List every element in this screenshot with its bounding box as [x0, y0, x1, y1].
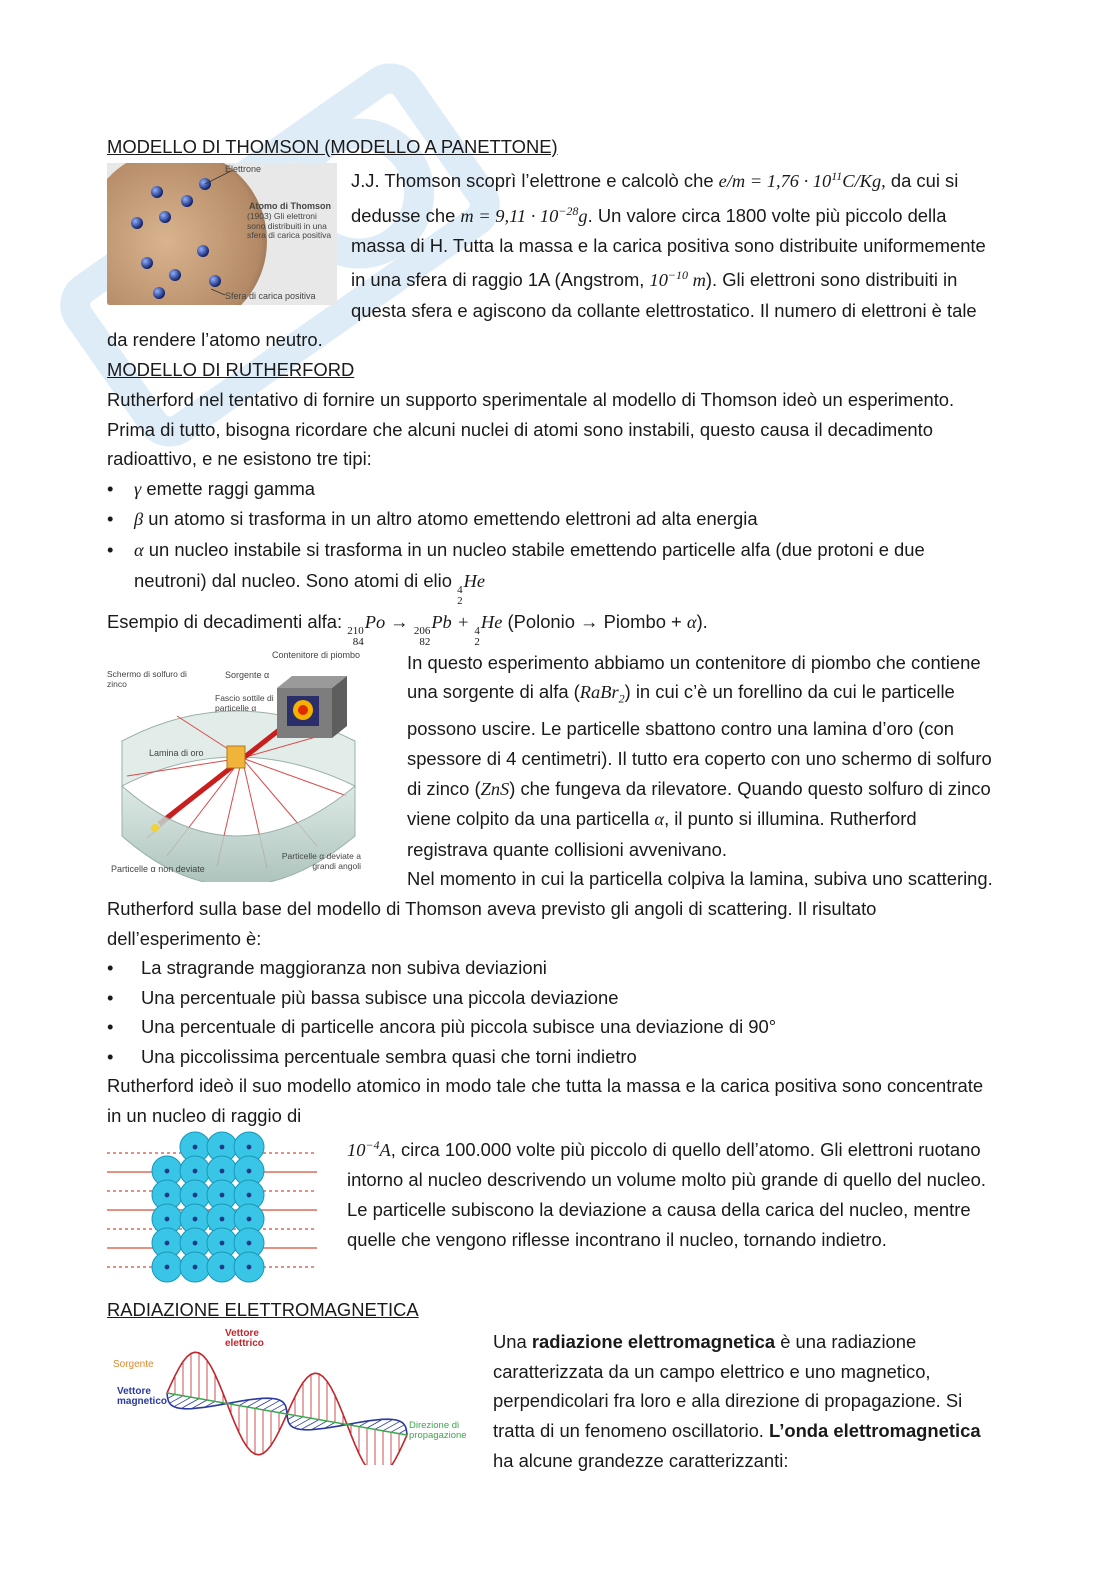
em-wave-figure: [107, 1325, 475, 1474]
nucleus-dot: [193, 1264, 198, 1269]
gold-foil-experiment-image: [107, 646, 363, 882]
nucleus-dot: [247, 1264, 252, 1269]
bold-term: radiazione elettromagnetica: [531, 1331, 776, 1353]
nuclei-scattering-image: [107, 1127, 317, 1287]
nucleus-dot: [193, 1168, 198, 1173]
atomic-number: 2: [474, 635, 480, 648]
section-heading-thomson: MODELLO DI THOMSON (MODELLO A PANETTONE): [107, 136, 558, 157]
alpha-symbol: α: [134, 539, 144, 560]
math-exponent: −4: [365, 1137, 380, 1152]
text: In questo esperimento abbiamo un contenitore di piombo che contiene una sorgente di alfa (: [407, 651, 981, 703]
text: Una: [493, 1331, 532, 1353]
label-source: Sorgente α: [225, 669, 270, 680]
beta-symbol: β: [134, 509, 144, 530]
nucleus-dot: [220, 1264, 225, 1269]
lead-nuclide: [414, 608, 452, 648]
nucleus-dot: [247, 1168, 252, 1173]
text: ) che fungeva da rilevatore. Quando questo solfuro di zinco viene colpito da una particella: [407, 777, 991, 830]
magnetic-field-vector: [255, 1399, 273, 1409]
text: , il punto si illumina. Rutherford registrava quante collisioni avvenivano.: [407, 808, 917, 860]
nucleus-dot: [165, 1264, 170, 1269]
list-item: [107, 474, 1002, 505]
mass-number: 206: [413, 624, 431, 637]
list-item: • Una piccolissima percentuale sembra quasi che torni indietro: [107, 1042, 1002, 1072]
list-item: [107, 535, 1002, 607]
text: Rutherford ideò il suo modello atomico in modo tale che tutta la massa e la carica positiva sono concentrate in un nucleo di raggio di: [107, 1075, 984, 1127]
label-electron: Elettrone: [225, 164, 262, 174]
math-nucleus-radius: 10: [347, 1139, 366, 1160]
text: ha alcune grandezze caratterizzanti:: [493, 1449, 789, 1471]
model-paragraph-intro: [107, 1071, 1002, 1130]
thomson-atom-image: [107, 163, 337, 305]
magnetic-field-vector: [301, 1420, 319, 1430]
nucleus-dot: [247, 1216, 252, 1221]
section-heading-rutherford: MODELLO DI RUTHERFORD: [107, 358, 355, 380]
helium-nuclide: [457, 567, 485, 607]
text: , circa 100.000 volte più piccolo di quello dell’atomo. Gli elettroni ruotano intorno al nucleo descrivendo un volume molto più grande di quello del nucleo.: [347, 1138, 986, 1191]
nucleus-dot: [193, 1240, 198, 1245]
label-thomson-caption: (1903) Gli elettroni sono distribuiti in una sfera di carica positiva: [247, 212, 332, 240]
arrow-icon: →: [390, 610, 409, 632]
magnetic-field-vector: [375, 1420, 393, 1430]
math-exponent: −28: [558, 203, 579, 218]
math-exponent: −10: [667, 268, 688, 283]
math-exponent: 11: [831, 169, 843, 183]
list-item: [107, 504, 1002, 535]
math-angstrom: 10: [649, 270, 668, 291]
mass-number: 4: [474, 624, 480, 637]
text: un nucleo instabile si trasforma in un nucleo stabile emettendo particelle alfa (due protoni e due neutroni) dal nucleo. Sono atomi di elio: [134, 538, 925, 591]
math-zns: ZnS: [480, 778, 510, 799]
alpha-symbol: α: [686, 611, 697, 632]
nucleus-figure: [107, 1127, 317, 1296]
label-deviated-particles: Particelle α deviate a grandi angoli: [281, 851, 361, 870]
magnetic-field-vector: [399, 1430, 406, 1434]
label-source: Sorgente: [113, 1359, 154, 1371]
math-e-over-m: e/m = 1,76 · 10: [718, 171, 832, 192]
magnetic-field-vector: [294, 1418, 311, 1428]
label-zinc-screen: Schermo di solfuro di zinco: [107, 669, 187, 688]
math-unit: m: [688, 270, 706, 291]
math-rabr: RaBr: [579, 682, 619, 703]
positive-sphere: [107, 163, 267, 305]
text: . Un valore circa 1800 volte più piccolo della massa di H. Tutta la massa e la carica positiva sono distribuite uniformemente in una sfera di raggio 1A (Angstrom,: [351, 204, 986, 291]
label-undeviated-particles: Particelle α non deviate: [111, 863, 205, 874]
text: emette raggi gamma: [141, 477, 316, 499]
thomson-figure: [107, 163, 337, 314]
nucleus-dot: [220, 1144, 225, 1149]
element-symbol: He: [463, 570, 486, 591]
list-item: • Una percentuale di particelle ancora più piccola subisce una deviazione di 90°: [107, 1012, 1002, 1042]
propagation-axis: [167, 1393, 407, 1435]
label-positive-sphere: Sfera di carica positiva: [225, 291, 316, 301]
text: ). Gli elettroni sono distribuiti in questa sfera e agiscono da collante elettrostatico. Il numero di elettroni è tale da rendere l’atomo neutro.: [107, 269, 977, 351]
nucleus-dot: [220, 1216, 225, 1221]
label-alpha-beam: Fascio sottile di particelle α: [215, 693, 274, 712]
text: Esempio di decadimenti alfa:: [107, 610, 348, 632]
element-symbol: Pb: [431, 611, 452, 632]
results-list: [107, 953, 1002, 1071]
text: (Polonio: [502, 610, 581, 632]
section-heading-em-radiation: RADIAZIONE ELETTROMAGNETICA: [107, 1299, 419, 1321]
magnetic-field-vector: [391, 1425, 404, 1432]
arrow-icon: →: [580, 610, 599, 632]
nucleus-dot: [247, 1192, 252, 1197]
document-page: [107, 132, 1002, 1475]
magnetic-field-vector: [288, 1416, 295, 1420]
magnetic-field-vector: [290, 1417, 303, 1424]
nuclei-grid: [107, 1132, 317, 1282]
text: è una radiazione caratterizzata da un campo elettrico e uno magnetico, perpendicolari fra loro e alla direzione di propagazione. Si tratta di un fenomeno oscillatorio.: [493, 1331, 963, 1442]
atomic-number: 82: [419, 635, 431, 648]
nucleus-dot: [165, 1240, 170, 1245]
label-electric-vector: Vettore elettrico: [225, 1329, 264, 1350]
magnetic-field-vector: [263, 1401, 280, 1411]
text: J.J. Thomson scoprì l’elettrone e calcolò che: [351, 170, 719, 192]
rutherford-intro: Rutherford nel tentativo di fornire un supporto sperimentale al modello di Thomson ideò un esperimento. Prima di tutto, bisogna ricordare che alcuni nuclei di atomi sono instabili, questo causa il decadimento radioattivo, e ne esistono tre tipi:: [107, 388, 955, 470]
math-unit: C/Kg,: [842, 171, 886, 192]
text: da cui si dedusse che: [351, 170, 959, 226]
label-thomson-atom: Atomo di Thomson: [249, 201, 331, 211]
nucleus-dot: [220, 1168, 225, 1173]
atomic-number: 84: [352, 635, 364, 648]
gamma-symbol: γ: [134, 478, 142, 499]
atomic-number: 2: [457, 594, 463, 607]
nucleus-dot: [220, 1240, 225, 1245]
list-item: • La stragrande maggioranza non subiva deviazioni: [107, 953, 1002, 983]
mass-number: 210: [347, 624, 364, 637]
text: ).: [696, 610, 708, 632]
math-unit: g: [578, 205, 588, 226]
nucleus-dot: [220, 1192, 225, 1197]
math-electron-mass: m = 9,11 · 10: [460, 205, 559, 226]
nucleus-dot: [165, 1168, 170, 1173]
text: ) in cui c’è un forellino da cui le particelle possono uscire. Le particelle sbattono contro una lamina d’oro (con spessore di 4 centimetri). Il tutto era coperto con uno schermo di solfuro di zinco (: [407, 681, 992, 799]
label-propagation-direction: Direzione di propagazione: [409, 1421, 467, 1442]
label-gold-foil: Lamina di oro: [149, 747, 204, 758]
nucleus-dot: [165, 1216, 170, 1221]
element-symbol: He: [480, 611, 503, 632]
polonium-nuclide: [347, 608, 385, 648]
helium-nuclide: [474, 608, 502, 648]
nucleus-dot: [193, 1144, 198, 1149]
element-symbol: Po: [364, 611, 386, 632]
list-item: • Una percentuale più bassa subisce una piccola deviazione: [107, 983, 1002, 1013]
text: Piombo +: [598, 610, 687, 632]
label-lead-container: Contenitore di piombo: [272, 649, 361, 660]
nucleus-dot: [193, 1192, 198, 1197]
text: un atomo si trasforma in un altro atomo emettendo elettroni ad alta energia: [143, 508, 758, 530]
bold-term: L’onda elettromagnetica: [769, 1420, 981, 1442]
magnetic-field-vector: [271, 1404, 284, 1411]
nucleus-dot: [247, 1144, 252, 1149]
alpha-decay-example: [107, 607, 1002, 648]
math-unit: A: [379, 1139, 391, 1160]
gold-foil: [227, 746, 245, 768]
em-wave-image: [107, 1325, 475, 1465]
nucleus-dot: [193, 1216, 198, 1221]
nucleus-dot: [247, 1240, 252, 1245]
nucleus-dot: [165, 1192, 170, 1197]
deviation-paragraph: Le particelle subiscono la deviazione a causa della carica del nucleo, mentre quelle che vengono riflesse incontrano il nucleo, tornando indietro.: [347, 1198, 971, 1250]
alpha-symbol: α: [654, 809, 665, 830]
label-magnetic-vector: Vettore magnetico: [117, 1387, 168, 1408]
math-subscript: 2: [618, 691, 625, 706]
rutherford-experiment-figure: [107, 646, 363, 891]
scattering-paragraph: Nel momento in cui la particella colpiva la lamina, subiva uno scattering. Rutherford sulla base del modello di Thomson aveva previsto gli angoli di scattering. Il risultato dell’esperimento è:: [107, 868, 993, 949]
magnetic-field-vector: [383, 1422, 400, 1432]
magnetic-field-vector: [279, 1409, 286, 1413]
plus-sign: +: [456, 611, 470, 632]
decay-list: [107, 474, 1002, 607]
mass-number: 4: [457, 583, 463, 596]
